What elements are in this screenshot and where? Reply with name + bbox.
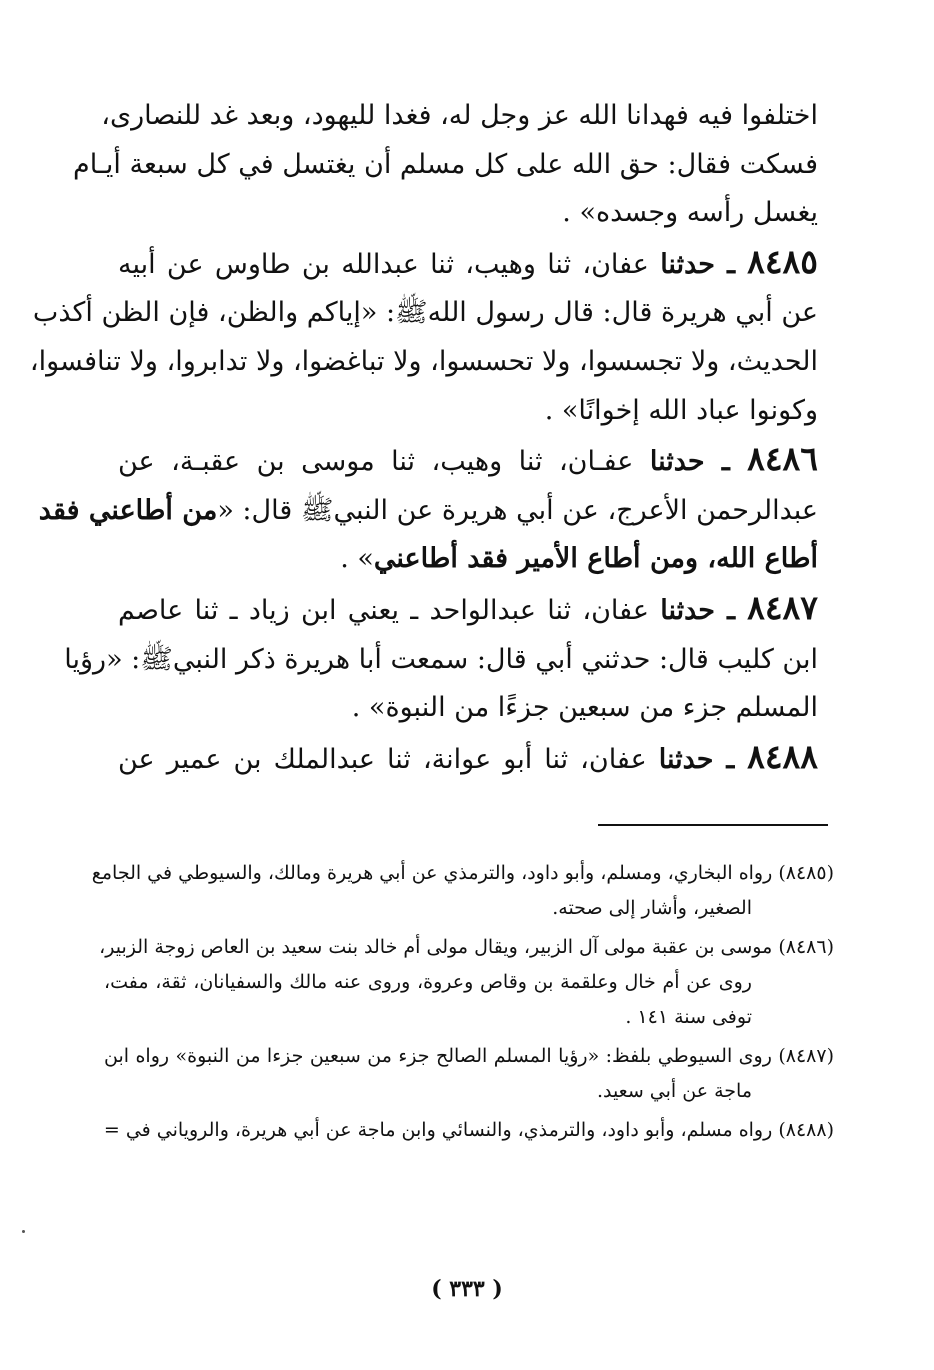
footnote-8485 [91,856,834,926]
footnote-8486 [99,930,834,1035]
footnote-line: الصغير، وأشار إلى صحته. [552,897,752,919]
page-number: ( ٣٣٣ ) [431,1276,503,1302]
hadith-dash: ـ [713,743,748,775]
hadith-text: عفـان، ثنا وهيب، ثنا موسى بن عقبـة، عن [118,446,650,478]
hadith-8486-line-3 [118,535,818,584]
hadith-8487-line-3: المسلم جزء من سبعين جزءًا من النبوة» . [351,692,818,724]
intro-line-3: يغسل رأسه وجسده» . [562,197,818,229]
footnote-line: (٨٤٨٧) روى السيوطي بلفظ: «رؤيا المسلم الصالح جزء من سبعين جزءا من النبوة» رواه ابن [104,1045,834,1067]
main-text-body [29,92,818,784]
hadith-lead-word: حدثنا [660,594,715,626]
hadith-8486-line-2 [38,487,818,536]
footnote-line: توفى سنة ١٤١ . [625,1006,752,1028]
hadith-number: ٨٤٨٦ [747,439,818,479]
hadith-8485-line-2: عن أبي هريرة قال: قال رسول اللهﷺ: «إياكم والظن، فإن الظن أكذب [32,297,818,329]
hadith-text: عفان، ثنا عبدالواحد ـ يعني ابن زياد ـ ثنا عاصم [118,594,661,626]
hadith-number: ٨٤٨٥ [747,241,818,281]
scan-speck [22,1230,25,1233]
hadith-lead-word: حدثنا [658,743,714,775]
hadith-lead-word: حدثنا [649,446,705,478]
intro-line-2: فسكت فقال: حق الله على كل مسلم أن يغتسل في كل سبعة أيـام [73,148,818,180]
footnote-8488 [104,1113,834,1148]
hadith-text: عبدالرحمن الأعرج، عن أبي هريرة عن النبيﷺ قال: « [217,494,818,526]
hadith-text: » . [340,543,374,575]
hadith-lead-word: حدثنا [660,248,715,280]
intro-line-1: اختلفوا فيه فهدانا الله عز وجل له، فغدا لليهود، وبعد غد للنصارى، [101,100,818,131]
footnote-line: (٨٤٨٦) موسى بن عقبة مولى آل الزبير، ويقال مولى أم خالد بنت سعيد بن العاص زوجة الزبير، [99,936,834,958]
hadith-8485-line-3: الحديث، ولا تجسسوا، ولا تحسسوا، ولا تباغضوا، ولا تدابروا، ولا تنافسوا، [29,345,818,377]
footnote-8487 [104,1039,834,1109]
footnote-line: ماجة عن أبي سعيد. [596,1080,752,1102]
hadith-matn-bold: من أطاعني فقد [38,494,218,526]
hadith-8487-line-2: ابن كليب قال: حدثني أبي قال: سمعت أبا هريرة ذكر النبيﷺ: «رؤيا [64,643,818,675]
hadith-8487-line-1 [118,584,818,636]
hadith-text: عفان، ثنا أبو عوانة، ثنا عبدالملك بن عمير عن [118,743,659,775]
hadith-dash: ـ [714,248,748,280]
hadith-8488-line-1 [118,733,818,785]
hadith-number: ٨٤٨٨ [747,736,818,776]
footnotes-section [91,856,834,1152]
hadith-dash: ـ [704,446,748,478]
hadith-number: ٨٤٨٧ [747,587,818,627]
footnote-line: (٨٤٨٨) رواه مسلم، وأبو داود، والترمذي، والنسائي وابن ماجة عن أبي هريرة، والروياني في = [103,1119,834,1141]
footnote-separator-rule [598,824,828,826]
hadith-8486-line-1 [118,435,818,487]
hadith-8485-line-1 [118,238,818,290]
footnote-line: روى عن أم خال وعلقمة بن وقاص وعروة، وروى عنه مالك والسفيانان، ثقة، مفت، [104,971,752,993]
hadith-8485-line-4: وكونوا عباد الله إخوانًا» . [544,394,818,426]
hadith-dash: ـ [714,594,748,626]
footnote-line: (٨٤٨٥) رواه البخاري، ومسلم، وأبو داود، والترمذي عن أبي هريرة ومالك، والسيوطي في الجامع [91,862,834,884]
hadith-text: عفان، ثنا وهيب، ثنا عبدالله بن طاوس عن أبيه [118,248,661,280]
hadith-matn-bold: أطاع الله، ومن أطاع الأمير فقد أطاعني [373,543,818,575]
